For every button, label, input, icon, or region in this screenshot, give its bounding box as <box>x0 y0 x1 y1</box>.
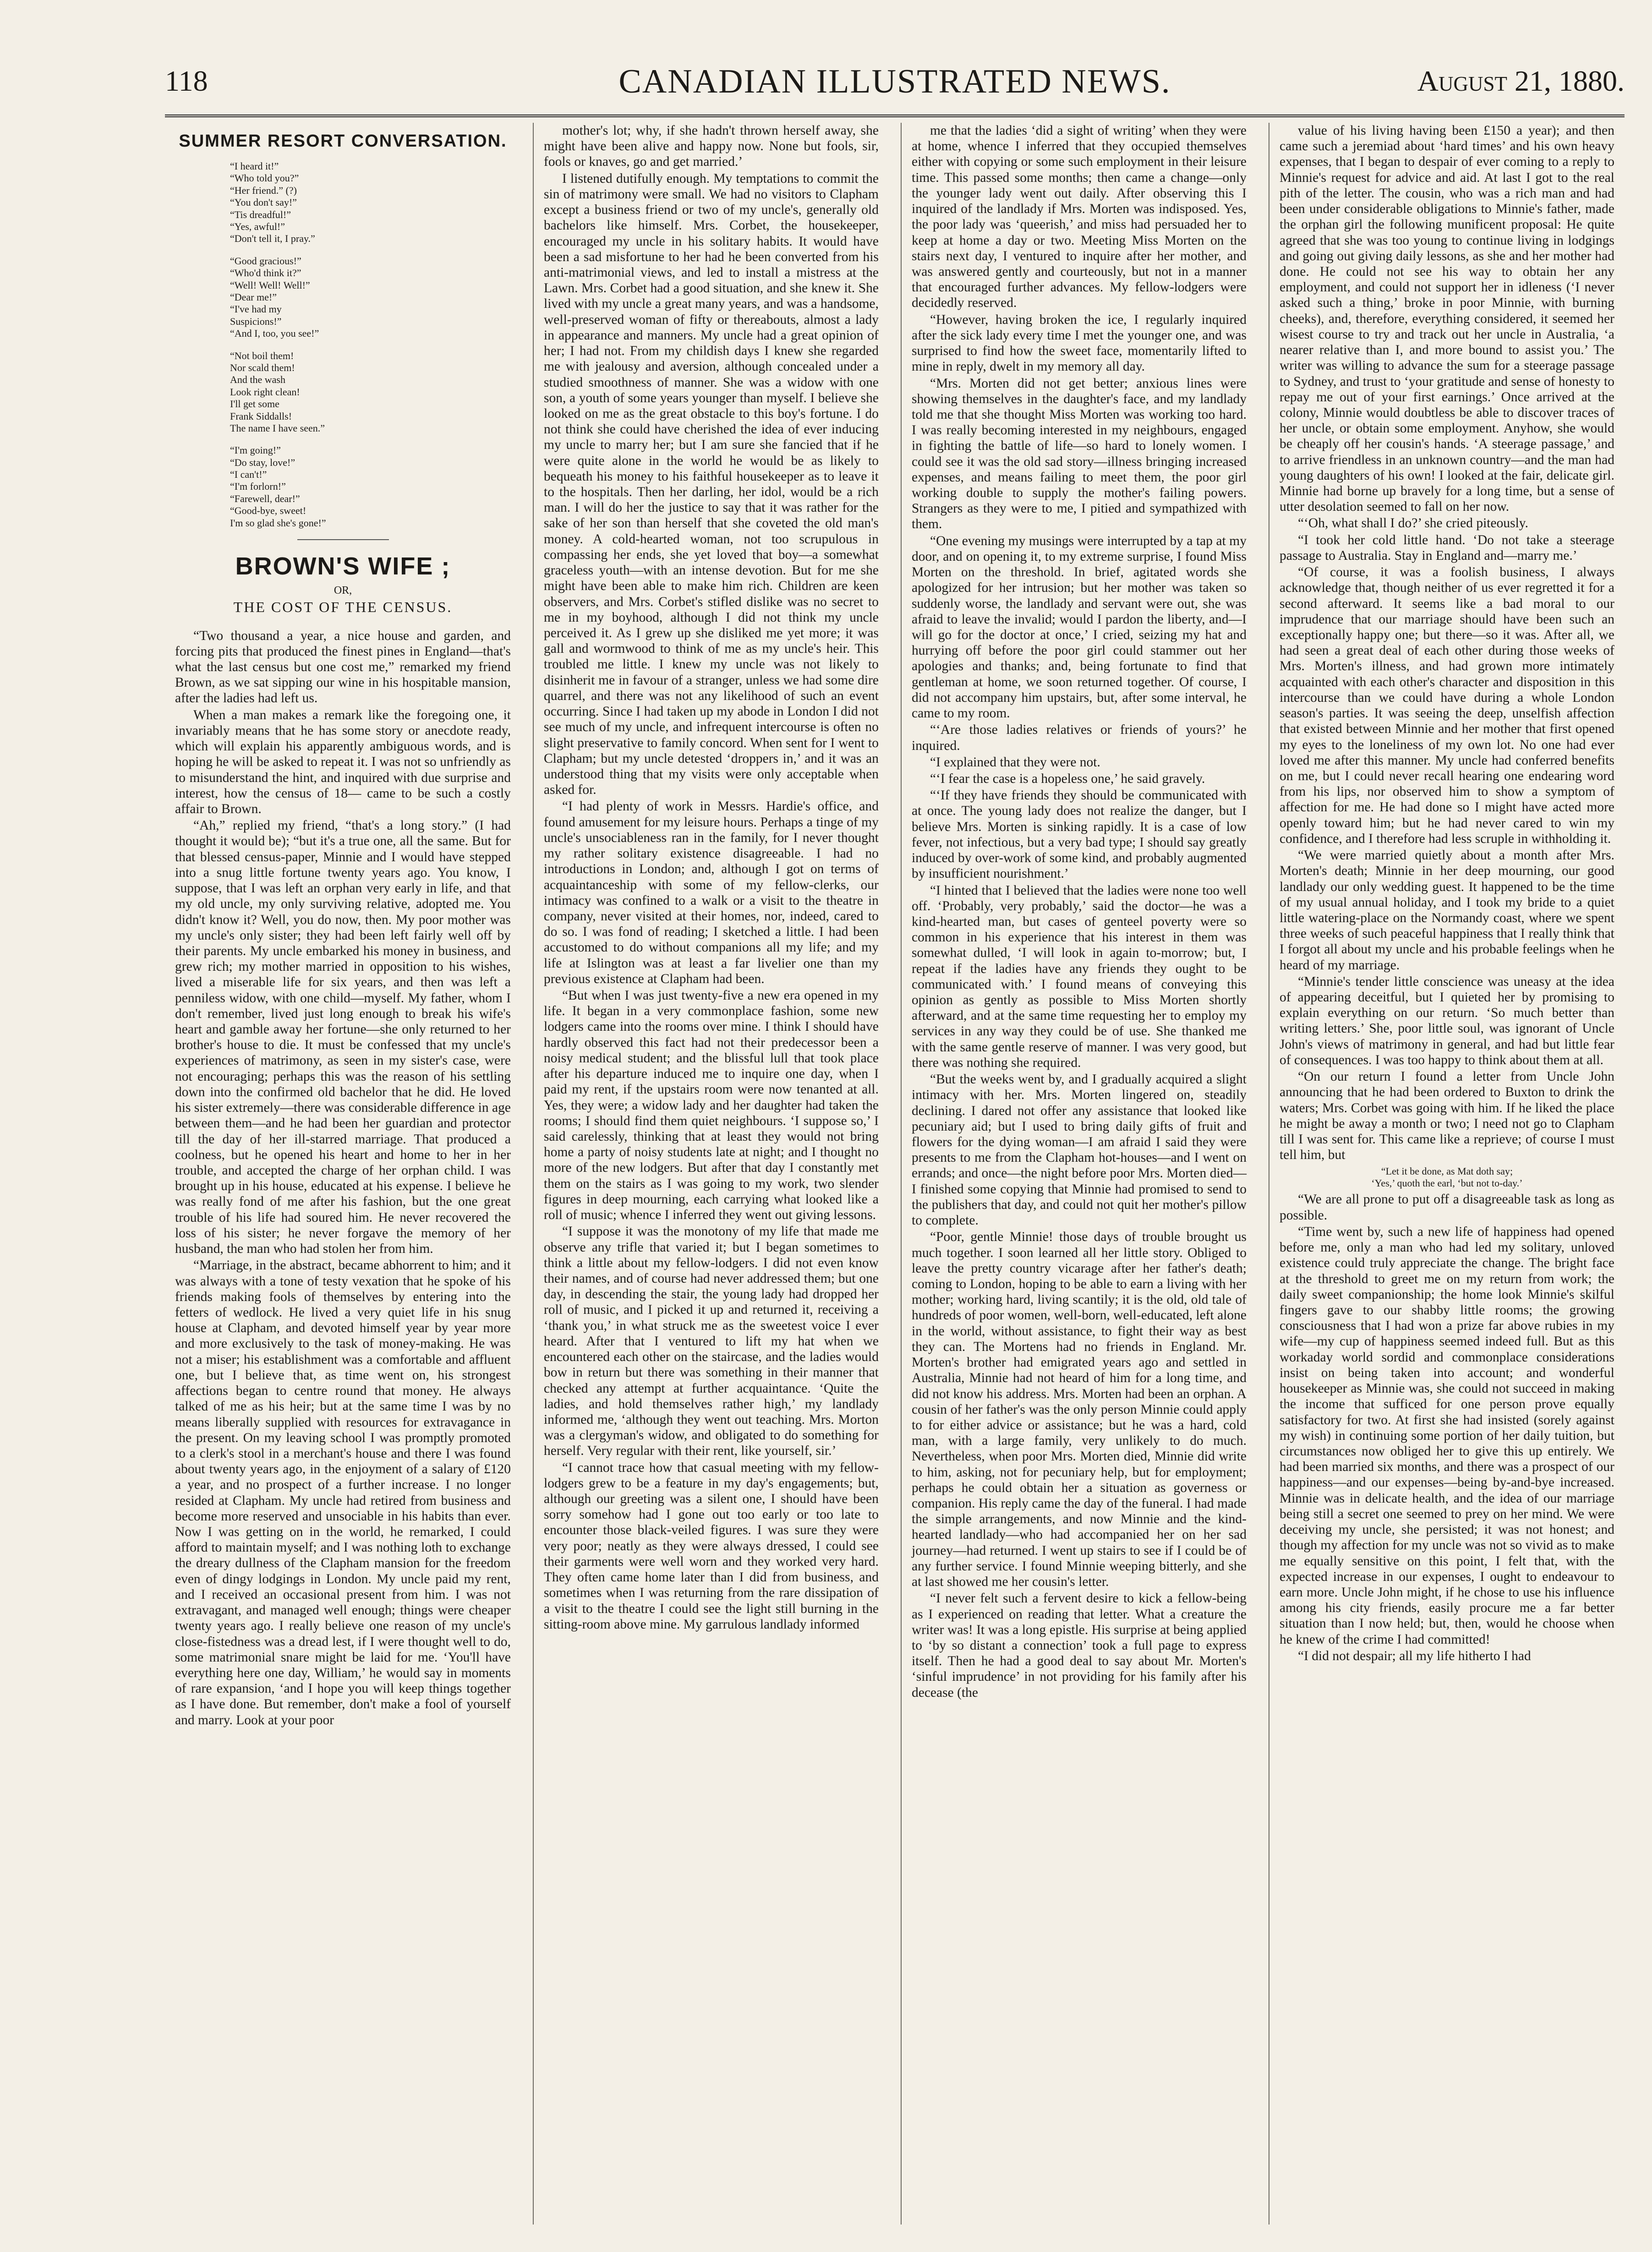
paragraph: “‘If they have friends they should be communicated with at once. The young lady does not realize the danger, but I believe Mrs. Morten is sinking rapidly. It is a case of low fever, not infectious, but a very bad type; I should say greatly induced by over-work of some kind, and probably augmented by insufficient nourishment.’ <box>912 788 1247 881</box>
paragraph: me that the ladies ‘did a sight of writing’ when they were at home, whence I inferred that they occupied themselves either with copying or some such employment in their leisure time. This passed some months; then came a change—only the younger lady went out daily. After observing this I inquired of the landlady if Mrs. Morten was indisposed. Yes, the poor lady was ‘queerish,’ and miss had persuaded her to keep at home a day or two. Meeting Miss Morten on the stairs next day, I ventured to inquire after her mother, and was answered gently and courteously, but not in a manner that encouraged further advances. My fellow-lodgers were decidedly reserved. <box>912 123 1247 311</box>
paragraph: mother's lot; why, if she hadn't thrown herself away, she might have been alive and happy now. None but fools, sir, fools or knaves, go and get married.’ <box>544 123 879 169</box>
poem-title: SUMMER RESORT CONVERSATION. <box>179 131 507 151</box>
issue-date: August 21, 1880. <box>1417 65 1625 97</box>
column-1 <box>165 123 521 2225</box>
article-columns <box>165 123 1625 2225</box>
paragraph: “‘I fear the case is a hopeless one,’ he said gravely. <box>930 771 1205 786</box>
paragraph: “I cannot trace how that casual meeting with my fellow-lodgers grew to be a feature in my day's engagements; but, although our greeting was a silent one, I should have been sorry somehow had I gone out too early or too late to encounter those black-veiled figures. I was sure they were very poor; neatly as they were always dressed, I could see their garments were well worn and they worked very hard. They often came home later than I did from business, and sometimes when I was returning from the rare dissipation of a visit to the theatre I could see the light still burning in the sitting-room above mine. My garrulous landlady informed <box>544 1460 879 1632</box>
divider <box>297 539 389 540</box>
poem-stanza: “Good gracious!” “Who'd think it?” “Well! Well! Well!” “Dear me!” “I've had my Suspicions!” “And I, too, you see!” <box>230 255 319 339</box>
page-header <box>165 60 1625 117</box>
paragraph: “We are all prone to put off a disagreeable task as long as possible. <box>1280 1192 1614 1223</box>
quoted-verse: “Let it be done, as Mat doth say; ‘Yes,’ quoth the earl, ‘but not to-day.’ <box>1371 1165 1523 1189</box>
poem-stanza: “I'm going!” “Do stay, love!” “I can't!” “I'm forlorn!” “Farewell, dear!” “Good-bye, sweet! I'm so glad she's gone!” <box>230 444 326 529</box>
column-3 <box>901 123 1257 2225</box>
page-number: 118 <box>165 65 208 97</box>
paragraph: “But the weeks went by, and I gradually acquired a slight intimacy with her. Mrs. Morten lingered on, steadily declining. I dared not offer any assistance that looked like pecuniary aid; but I used to bring daily gifts of fruit and flowers for the dying woman—I am afraid I said they were presents to me from the Clapham hot-houses—and I went on errands; and once—the night before poor Mrs. Morten died—I finished some copying that Minnie had promised to send to the publishers that day, and could not quit her mother's pillow to complete. <box>912 1072 1247 1228</box>
paragraph: “‘Are those ladies relatives or friends of yours?’ he inquired. <box>912 722 1247 753</box>
paragraph: “Ah,” replied my friend, “that's a long story.” (I had thought it would be); “but it's a true one, all the same. But for that blessed census-paper, Minnie and I would have stepped into a snug little fortune twenty years ago. You know, I suppose, that I was left an orphan very early in life, and that my old uncle, my only surviving relative, adopted me. You didn't know it? Well, you do now, then. My poor mother was my uncle's only sister; they had been left fairly well off by their parents. My uncle embarked his money in business, and grew rich; my mother married in opposition to his wishes, lived a miserable life for six years, and then was left a penniless widow, with one child—myself. My father, whom I don't remember, lived just long enough to break his wife's heart and gamble away her fortune—she only returned to her brother's house to die. It must be confessed that my uncle's experiences of matrimony, as seen in my sister's case, were not encouraging; perhaps this was the reason of his settling down into the confirmed old bachelor that he did. He loved his sister extremely—there was considerable difference in age between them—and he had been her guardian and protector till the day of her ill-starred marriage. That produced a coolness, but he opened his heart and home to her in her trouble, and accepted the charge of her orphan child. I was brought up in his house, educated at his expense. I believe he was really fond of me after his fashion, but the one great trouble of his life had soured him. He never recovered the loss of his sister; he never forgave the memory of her husband, the man who had stolen her from him. <box>175 818 511 1257</box>
paragraph: “Two thousand a year, a nice house and garden, and forcing pits that produced the finest pines in England—that's what the last census but one cost me,” remarked my friend Brown, as we sat sipping our wine in his hospitable mansion, after the ladies had left us. <box>175 628 511 706</box>
column-2 <box>533 123 889 2225</box>
paragraph: When a man makes a remark like the foregoing one, it invariably means that he has some story or anecdote ready, which will explain his apparently ambiguous words, and is hoping he will be asked to repeat it. I was not so unfriendly as to misunderstand the hint, and inquired with due surprise and interest, how the census of 18— came to be such a costly affair to Brown. <box>175 707 511 816</box>
paragraph: “I hinted that I believed that the ladies were none too well off. ‘Probably, very probably,’ said the doctor—he was a kind-hearted man, but cases of genteel poverty were so common in his experience that his interest in them was somewhat dulled, ‘I will look in again to-morrow; but, I repeat if the ladies have any friends they ought to be communicated with.’ I found means of conveying this opinion as gently as possible to Miss Morten shortly afterward, and at the same time requesting her to employ my services in any way they could be of use. She thanked me with the same gentle reserve of manner. I was very good, but there was nothing she required. <box>912 883 1247 1070</box>
paragraph: “‘Oh, what shall I do?’ she cried piteously. <box>1298 516 1528 531</box>
paragraph: “Mrs. Morten did not get better; anxious lines were showing themselves in the daughter's face, and my landlady told me that she thought Miss Morten was working too hard. I was really becoming interested in my neighbours, engaged in fighting the battle of life—so hard to lonely women. I could see it was the old sad story—illness bringing increased expenses, and means failing to meet them, the poor girl working double to supply the mother's failing powers. Strangers as they were to me, I pitied and sympathized with them. <box>912 376 1247 532</box>
poem-stanza: “I heard it!” “Who told you?” “Her friend.” (?) “You don't say!” “Tis dreadful!” “Yes, awful!” “Don't tell it, I pray.” <box>230 160 315 245</box>
paragraph: “I never felt such a fervent desire to kick a fellow-being as I experienced on reading that letter. What a creature the writer was! It was a long epistle. His surprise at being applied to ‘by so distant a connection’ took a full page to express itself. Then he had a good deal to say about Mr. Morten's ‘sinful imprudence’ in not providing for his family after his decease (the <box>912 1591 1247 1700</box>
paragraph: “I had plenty of work in Messrs. Hardie's office, and found amusement for my leisure hours. Perhaps a tinge of my uncle's unsociableness ran in the family, for I never thought my rather solitary existence disagreeable. I had no introductions in London; and, although I got on terms of acquaintanceship with some of my fellow-clerks, our intimacy was confined to a walk or a visit to the theatre in company, never visited at their homes, nor, indeed, cared to do so. I was fond of reading; I sketched a little. I had been accustomed to do without companions all my life; and my life at Islington was at least a far livelier one than my previous existence at Clapham had been. <box>544 799 879 986</box>
newspaper-title: CANADIAN ILLUSTRATED NEWS. <box>618 63 1171 100</box>
paragraph: “However, having broken the ice, I regularly inquired after the sick lady every time I met the younger one, and was surprised to find how the sweet face, momentarily lifted to mine in reply, dwelt in my memory all day. <box>912 312 1247 374</box>
paragraph: “One evening my musings were interrupted by a tap at my door, and on opening it, to my extreme surprise, I found Miss Morten on the threshold. In brief, agitated words she apologized for her intrusion; but her mother was taken so suddenly worse, the landlady and servant were out, she was afraid to leave the invalid; would I pardon the liberty, and—I will go for the doctor at once,’ I cried, seizing my hat and hurrying off before the poor girl could stammer out her apologies and thanks; and, being fortunate to find that gentleman at home, we soon returned together. Of course, I did not accompany him upstairs, but, after some interval, he came to my room. <box>912 533 1247 721</box>
paragraph: “Marriage, in the abstract, became abhorrent to him; and it was always with a tone of testy vexation that he spoke of his friends making fools of themselves by entering into the fetters of wedlock. He lived a very quiet life in his snug house at Clapham, and devoted himself year by year more and more exclusively to the task of money-making. He was not a miser; his establishment was a comfortable and affluent one, but I believe that, as time went on, his strongest affections began to centre round that money. He always talked of me as his heir; but at the same time I was by no means liberally supplied with resources for extravagance in the present. On my leaving school I was promptly promoted to a clerk's stool in a merchant's house and there I was found about twenty years ago, in the enjoyment of a salary of £120 a year, and no prospect of a further increase. I no longer resided at Clapham. My uncle had retired from business and become more reserved and unsociable in his habits than ever. Now I was getting on in the world, he remarked, I could afford to maintain myself; and I was nothing loth to exchange the dreary dullness of the Clapham mansion for the freedom even of dingy lodgings in London. My uncle paid my rent, and I received an occasional present from him. I was not extravagant, and managed well enough; things were cheaper twenty years ago. I really believe one reason of my uncle's close-fistedness was a dread lest, if I were thought well to do, some matrimonial snare might be laid for me. ‘You'll have everything here one day, William,’ he would say in moments of rare expansion, ‘and I hope you will keep things together as I have done. But remember, don't make a fool of yourself and marry. Look at your poor <box>175 1258 511 1727</box>
paragraph: “On our return I found a letter from Uncle John announcing that he had been ordered to Buxton to drink the waters; Mrs. Corbet was going with him. If he liked the place he might be away a month or two; I need not go to Clapham till I was sent for. This came like a reprieve; of course I must tell him, but <box>1280 1069 1614 1163</box>
paragraph: I listened dutifully enough. My temptations to commit the sin of matrimony were small. We had no visitors to Clapham except a business friend or two of my uncle's, generally old bachelors like himself. Mrs. Corbet, the housekeeper, encouraged my uncle in his solitary habits. It would have been a sad misfortune to her had he been converted from his anti-matrimonial views, and led to install a mistress at the Lawn. Mrs. Corbet had a good situation, and she knew it. She lived with my uncle a great many years, and was a handsome, well-preserved woman of fifty or thereabouts, almost a lady in appearance and manners. My uncle had a great opinion of her; I had not. From my childish days I knew she regarded me with jealousy and aversion, although concealed under a studied smoothness of manner. She was a widow with one son, a youth of some years younger than myself. I believe she looked on me as the great obstacle to this boy's fortune. I do not think she could have cherished the idea of ever inducing my uncle to marry her; but I am sure she fancied that if he were quite alone in the world he would be as likely to bequeath his money to his faithful housekeeper as to leave it to the hospitals. Then her darling, her idol, would be a rich man. I will do her the justice to say that it was rather for the sake of her son than herself that she coveted the old man's money. A cold-hearted woman, not too scrupulous in compassing her ends, she yet loved that boy—a somewhat graceless youth—with an intense devotion. But for me she might have been able to make him rich. Children are keen observers, and Mrs. Corbet's stifled dislike was no secret to me in my boyhood, although I did not think my uncle perceived it. As I grew up she disliked me yet more; it was gall and wormwood to think of me as my uncle's heir. This troubled me little. I knew my uncle was not likely to disinherit me in favour of a stranger, unless we had some dire quarrel, and there was not any likelihood of such an event occurring. Since I had taken up my abode in London I did not see much of my uncle, and infrequent intercourse is often no slight preservative to family concord. When sent for I went to Clapham; but my uncle detested ‘droppers in,’ and it was an understood thing that my visits were only acceptable when asked for. <box>544 171 879 798</box>
paragraph: “I explained that they were not. <box>930 754 1100 770</box>
paragraph: “Time went by, such a new life of happiness had opened before me, only a man who had led my solitary, unloved existence could truly appreciate the change. The bright face at the threshold to greet me on my return from work; the daily sweet companionship; the home look Minnie's skilful fingers gave to our shabby little rooms; the growing consciousness that I had won a prize far above rubies in my wife—my cup of happiness seemed indeed full. But as this workaday world sordid and commonplace considerations insist on being taken into account; and wonderful housekeeper as Minnie was, she could not succeed in making the income that sufficed for one person prove equally satisfactory for two. At first she had insisted (sorely against my wish) in continuing some portion of her daily tuition, but circumstances now obliged her to give this up entirely. We had been married six months, and there was a prospect of our happiness—and our expenses—being by-and-bye increased. Minnie was in delicate health, and the idea of our marriage being still a secret one seemed to prey on her mind. We were deceiving my uncle, she persisted; it was not honest; and though my affection for my uncle was not so vivid as to make me equally sensitive on this point, I felt that, with the expected increase in our expenses, I ought to endeavour to earn more. Uncle John might, if he chose to use his influence among his city friends, easily procure me a far better situation than I now held; but, then, would he choose when he knew of the crime I had committed! <box>1280 1224 1614 1647</box>
paragraph: value of his living having been £150 a year); and then came such a jeremiad about ‘hard times’ and his own heavy expenses, that I began to despair of ever coming to a reply to Minnie's request for advice and aid. At last I got to the real pith of the letter. The cousin, who was a rich man and had been under considerable obligations to Minnie's father, made the orphan girl the following munificent proposal: He quite agreed that she was too young to continue living in lodgings and going out giving daily lessons, as she and her mother had done. He could not see his way to obtain her any employment, and could not support her in idleness (‘I never asked such a thing,’ broke in poor Minnie, with burning cheeks), and, therefore, everything considered, it seemed her wisest course to try and track out her uncle in Australia, ‘a nearer relative than I, and more bound to assist you.’ The writer was willing to advance the sum for a steerage passage to Sydney, and trust to ‘your gratitude and sense of honesty to repay me out of your first earnings.’ Once arrived at the colony, Minnie would doubtless be able to discover traces of her uncle, or obtain some employment. Anyhow, she would be cheaply off her cousin's hands. ‘A steerage passage,’ and to arrive friendless in an unknown country—and the man had young daughters of his own! I looked at the fair, delicate girl. Minnie had borne up bravely for a long time, but a sense of utter desolation seemed to fall on her now. <box>1280 123 1614 514</box>
story-or: OR, <box>334 584 352 596</box>
paragraph: “I suppose it was the monotony of my life that made me observe any trifle that varied it; but I began sometimes to think a little about my fellow-lodgers. I did not even know their names, and of course had never addressed them; but one day, in descending the stair, the young lady had dropped her roll of music, and I picked it up and returned it, receiving a ‘thank you,’ in what struck me as the sweetest voice I ever heard. After that I ventured to lift my hat when we encountered each other on the staircase, and the ladies would bow in return but there was something in their manner that checked any attempt at further acquaintance. ‘Quite the ladies, and hold themselves rather high,’ my landlady informed me, ‘although they went out teaching. Mrs. Morton was a clergyman's widow, and obligated to do something for herself. Very regular with their rent, like yourself, sir.’ <box>544 1224 879 1459</box>
paragraph: “I took her cold little hand. ‘Do not take a steerage passage to Australia. Stay in England and—marry me.’ <box>1280 532 1614 563</box>
story-subtitle: THE COST OF THE CENSUS. <box>233 599 453 616</box>
paragraph: “Of course, it was a foolish business, I always acknowledge that, though neither of us ever regretted it for a second afterward. It seems like a bad moral to our imprudence that our marriage should have been such an exceptionally happy one; but there—so it was. After all, we had seen a great deal of each other during those weeks of Mrs. Morten's illness, and had grown more intimately acquainted with each other's character and disposition in this intercourse than we could have during a whole London season's parties. It was seeing the deep, unselfish affection that existed between Minnie and her mother that first opened my eyes to the loneliness of my own lot. No one had ever loved me after this manner. My uncle had conferred benefits on me, but I could never recall hearing one endearing word from his lips, nor observed him to show a symptom of affection for me. He had done so I might have acted more openly toward him; but he had never cared to win my confidence, and I therefore had less scruple in withholding it. <box>1280 565 1614 846</box>
poem-stanza: “Not boil them! Nor scald them! And the wash Look right clean! I'll get some Frank Siddalls! The name I have seen.” <box>230 350 325 434</box>
column-4 <box>1269 123 1625 2225</box>
paragraph: “But when I was just twenty-five a new era opened in my life. It began in a very commonplace fashion, some new lodgers came into the rooms over mine. I think I should have hardly observed this fact had not their predecessor been a noisy medical student; and the blissful lull that took place after his departure induced me to inquire one day, when I paid my rent, if the upstairs room were now tenanted at all. Yes, they were; a widow lady and her daughter had taken the rooms; I should find them quiet neighbours. ‘I suppose so,’ I said carelessly, thinking that at least they would not bring home a party of noisy students late at night; and I thought no more of the new lodgers. But after that day I constantly met them on the stairs as I was going to my work, two slender figures in deep mourning, each carrying what looked like a roll of music; whence I inferred they went out giving lessons. <box>544 988 879 1223</box>
paragraph: “We were married quietly about a month after Mrs. Morten's death; Minnie in her deep mourning, our good landlady our only wedding guest. It happened to be the time of my usual annual holiday, and I took my bride to a quiet little watering-place on the Normandy coast, where we spent three weeks of such peaceful happiness that I really think that I forgot all about my uncle and his probable feelings when he heard of my marriage. <box>1280 848 1614 973</box>
story-title: BROWN'S WIFE ; <box>235 552 451 580</box>
paragraph: “Minnie's tender little conscience was uneasy at the idea of appearing deceitful, but I quieted her by promising to explain everything on our return. ‘So much better than writing letters.’ She, poor little soul, was ignorant of Uncle John's views of matrimony in general, and had but little fear of consequences. I was too happy to think about them at all. <box>1280 974 1614 1067</box>
paragraph: “Poor, gentle Minnie! those days of trouble brought us much together. I soon learned all her little story. Obliged to leave the pretty country vicarage after her father's death; coming to London, hoping to be able to earn a living with her mother; working hard, living scantily; it is the old, old tale of hundreds of poor women, well-born, well-educated, left alone in the world, without assistance, to fight their way as best they can. The Mortens had no friends in England. Mr. Morten's brother had emigrated years ago and settled in Australia, Minnie had not heard of him for a long time, and did not know his address. Mrs. Morten had been an orphan. A cousin of her father's was the only person Minnie could apply to for either advice or assistance; but he was a hard, cold man, with a large family, very unlikely to do much. Nevertheless, when poor Mrs. Morten died, Minnie did write to him, asking, not for pecuniary help, but for employment; perhaps he could obtain her a situation as governess or companion. His reply came the day of the funeral. I had made the simple arrangements, and now Minnie and the kind-hearted landlady—who had accompanied her on her sad journey—had returned. I went up stairs to see if I could be of any further service. I found Minnie weeping bitterly, and she at last showed me her cousin's letter. <box>912 1230 1247 1590</box>
paragraph: “I did not despair; all my life hitherto I had <box>1298 1648 1531 1663</box>
